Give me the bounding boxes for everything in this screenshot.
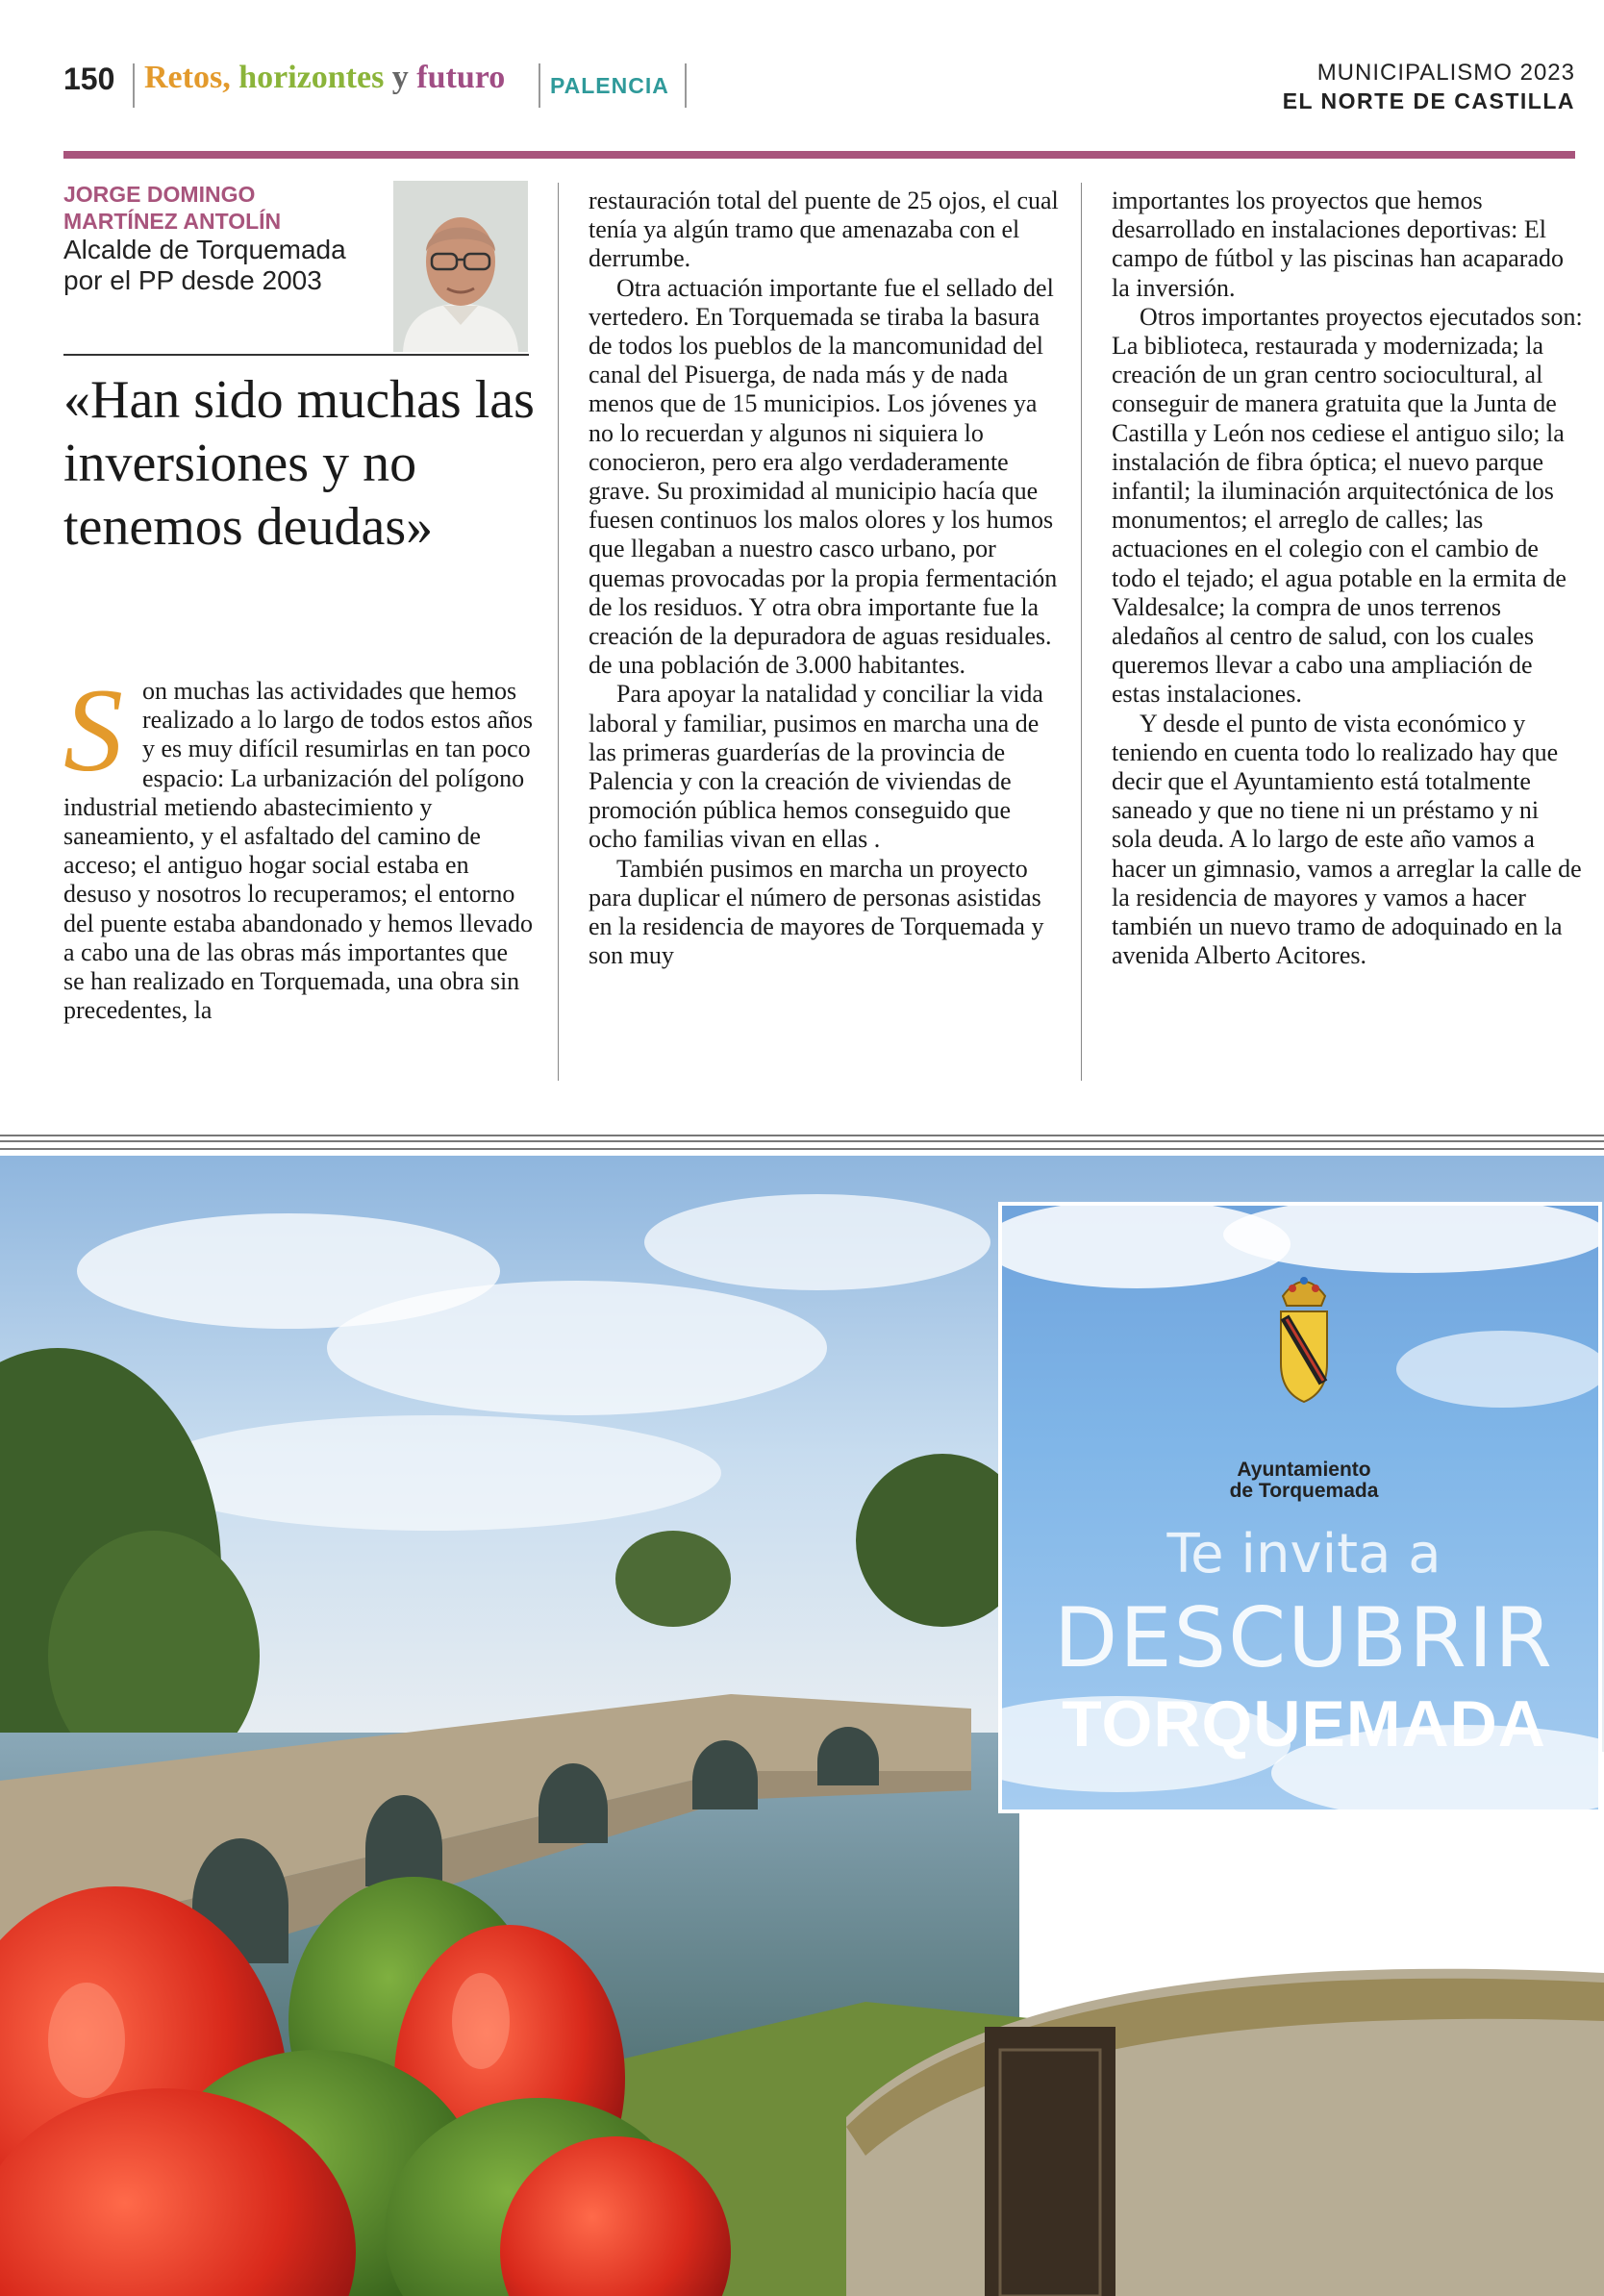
section-title-word-2: horizontes (238, 60, 385, 95)
body-column-2 (589, 187, 1060, 970)
body-paragraph: También pusimos en marcha un proyecto para duplicar el número de personas asistidas en la residencia de mayores de Torquemada y son muy (589, 854, 1044, 970)
body-column-1 (63, 664, 535, 1025)
author-name (63, 181, 381, 235)
advertisement (0, 1156, 1604, 2296)
body-column-3 (1112, 187, 1583, 970)
edition-label (1283, 60, 1575, 114)
advert-panel (998, 1202, 1602, 1813)
region-label: PALENCIA (550, 73, 669, 98)
column-separator (1081, 183, 1082, 1081)
advert-publisher-line-2: de Torquemada (1229, 1480, 1379, 1502)
section-title-word-4: futuro (416, 60, 506, 95)
coat-of-arms-icon (1273, 1267, 1335, 1431)
body-paragraph: importantes los proyectos que hemos desarrollado en instalaciones deportivas: El campo de fútbol y las piscinas han acaparado la inversión. (1112, 187, 1564, 302)
body-paragraph: Y desde el punto de vista económico y teniendo en cuenta todo lo realizado hay que decir que el Ayuntamiento está totalmente saneado y que no tiene ni un préstamo y ni sola deuda. A lo largo de este año vamos a hacer un gimnasio, vamos a arreglar la calle de la residencia de mayores y vamos a hacer también un nuevo tramo de adoquinado en la avenida Alberto Acitores. (1112, 709, 1582, 970)
advert-publisher-line-1: Ayuntamiento (1237, 1459, 1371, 1481)
body-paragraph: Para apoyar la natalidad y conciliar la vida laboral y familiar, pusimos en marcha una de las primeras guarderías de la provincia de Palencia y con la creación de viviendas de promoción pública hemos conseguido que ocho familias vivan en ellas . (589, 680, 1043, 854)
author-role-line-1: Alcalde de Torquemada (63, 235, 346, 264)
header-rule (63, 151, 1575, 159)
section-title (144, 60, 505, 96)
column-separator (558, 183, 559, 1081)
advert-publisher (1002, 1460, 1604, 1502)
portrait-icon (393, 181, 528, 352)
edition-line-2: EL NORTE DE CASTILLA (1282, 88, 1575, 113)
edition-line-1: MUNICIPALISMO 2023 (1316, 60, 1575, 86)
body-paragraph: on muchas las actividades que hemos realizado a lo largo de todos estos años y es muy difícil resumirlas en tan poco espacio: La urbanización del polígono industrial metiendo abastecimiento y saneamiento, y el asfaltado del camino de acceso; el antiguo hogar social estaba en desuso y nosotros lo recuperamos; el entorno del puente estaba abandonado y hemos llevado a cabo una de las obras más importantes que se han realizado en Torquemada, una obra sin precedentes, la (63, 677, 534, 1025)
section-title-word-1: Retos, (144, 60, 231, 95)
advert-place: TORQUEMADA (1062, 1687, 1546, 1760)
body-paragraph: Otros importantes proyectos ejecutados son: La biblioteca, restaurada y modernizada; la creación de un gran centro sociocultural, al conseguir de manera gratuita que la Junta de Castilla y León nos cediese el antiguo silo; la instalación de fibra óptica; el nuevo parque infantil; la iluminación arquitectónica de los monumentos; el arreglo de calles; las actuaciones en el colegio con el cambio de todo el tejado; el agua potable en la ermita de Valdesalce; la compra de unos terrenos aledaños al centro de salud, con los cuales queremos llevar a cabo una ampliación de estas instalaciones. (1112, 302, 1583, 709)
author-rule (63, 354, 529, 356)
section-title-word-3: y (391, 60, 409, 95)
author-portrait-photo (393, 181, 528, 352)
advert-verb: DESCUBRIR (1053, 1590, 1555, 1686)
header-separator (539, 63, 540, 108)
author-name-line-1: JORGE DOMINGO (63, 182, 256, 207)
body-paragraph: Otra actuación importante fue el sellado del vertedero. En Torquemada se tiraba la basura de todos los pueblos de la mancomunidad del canal del Pisuerga, de nada más y de nada menos que de 15 municipios. Los jóvenes ya no lo recuerdan y algunos ni siquiera lo conocieron, pero era algo verdaderamente grave. Su proximidad al municipio hacía que fuesen continuos los malos olores y los humos que llegaban a nuestro casco urbano, por quemas provocadas por la propia fermentación de los residuos. Y otra obra importante fue la creación de la depuradora de aguas residuales. de una población de 3.000 habitantes. (589, 273, 1058, 680)
page-number: 150 (63, 62, 115, 96)
header-separator (133, 63, 135, 108)
advert-invite: Te invita a (1166, 1523, 1441, 1585)
author-role-line-2: por el PP desde 2003 (63, 265, 322, 295)
author-name-line-2: MARTÍNEZ ANTOLÍN (63, 209, 282, 234)
body-paragraph: restauración total del puente de 25 ojos, el cual tenía ya algún tramo que amenazaba con el derrumbe. (589, 187, 1059, 273)
headline: «Han sido muchas las inversiones y no tenemos deudas» (63, 370, 535, 557)
author-role (63, 235, 381, 296)
section-divider (0, 1135, 1604, 1150)
header-separator (685, 63, 687, 108)
drop-cap: S (63, 664, 123, 796)
